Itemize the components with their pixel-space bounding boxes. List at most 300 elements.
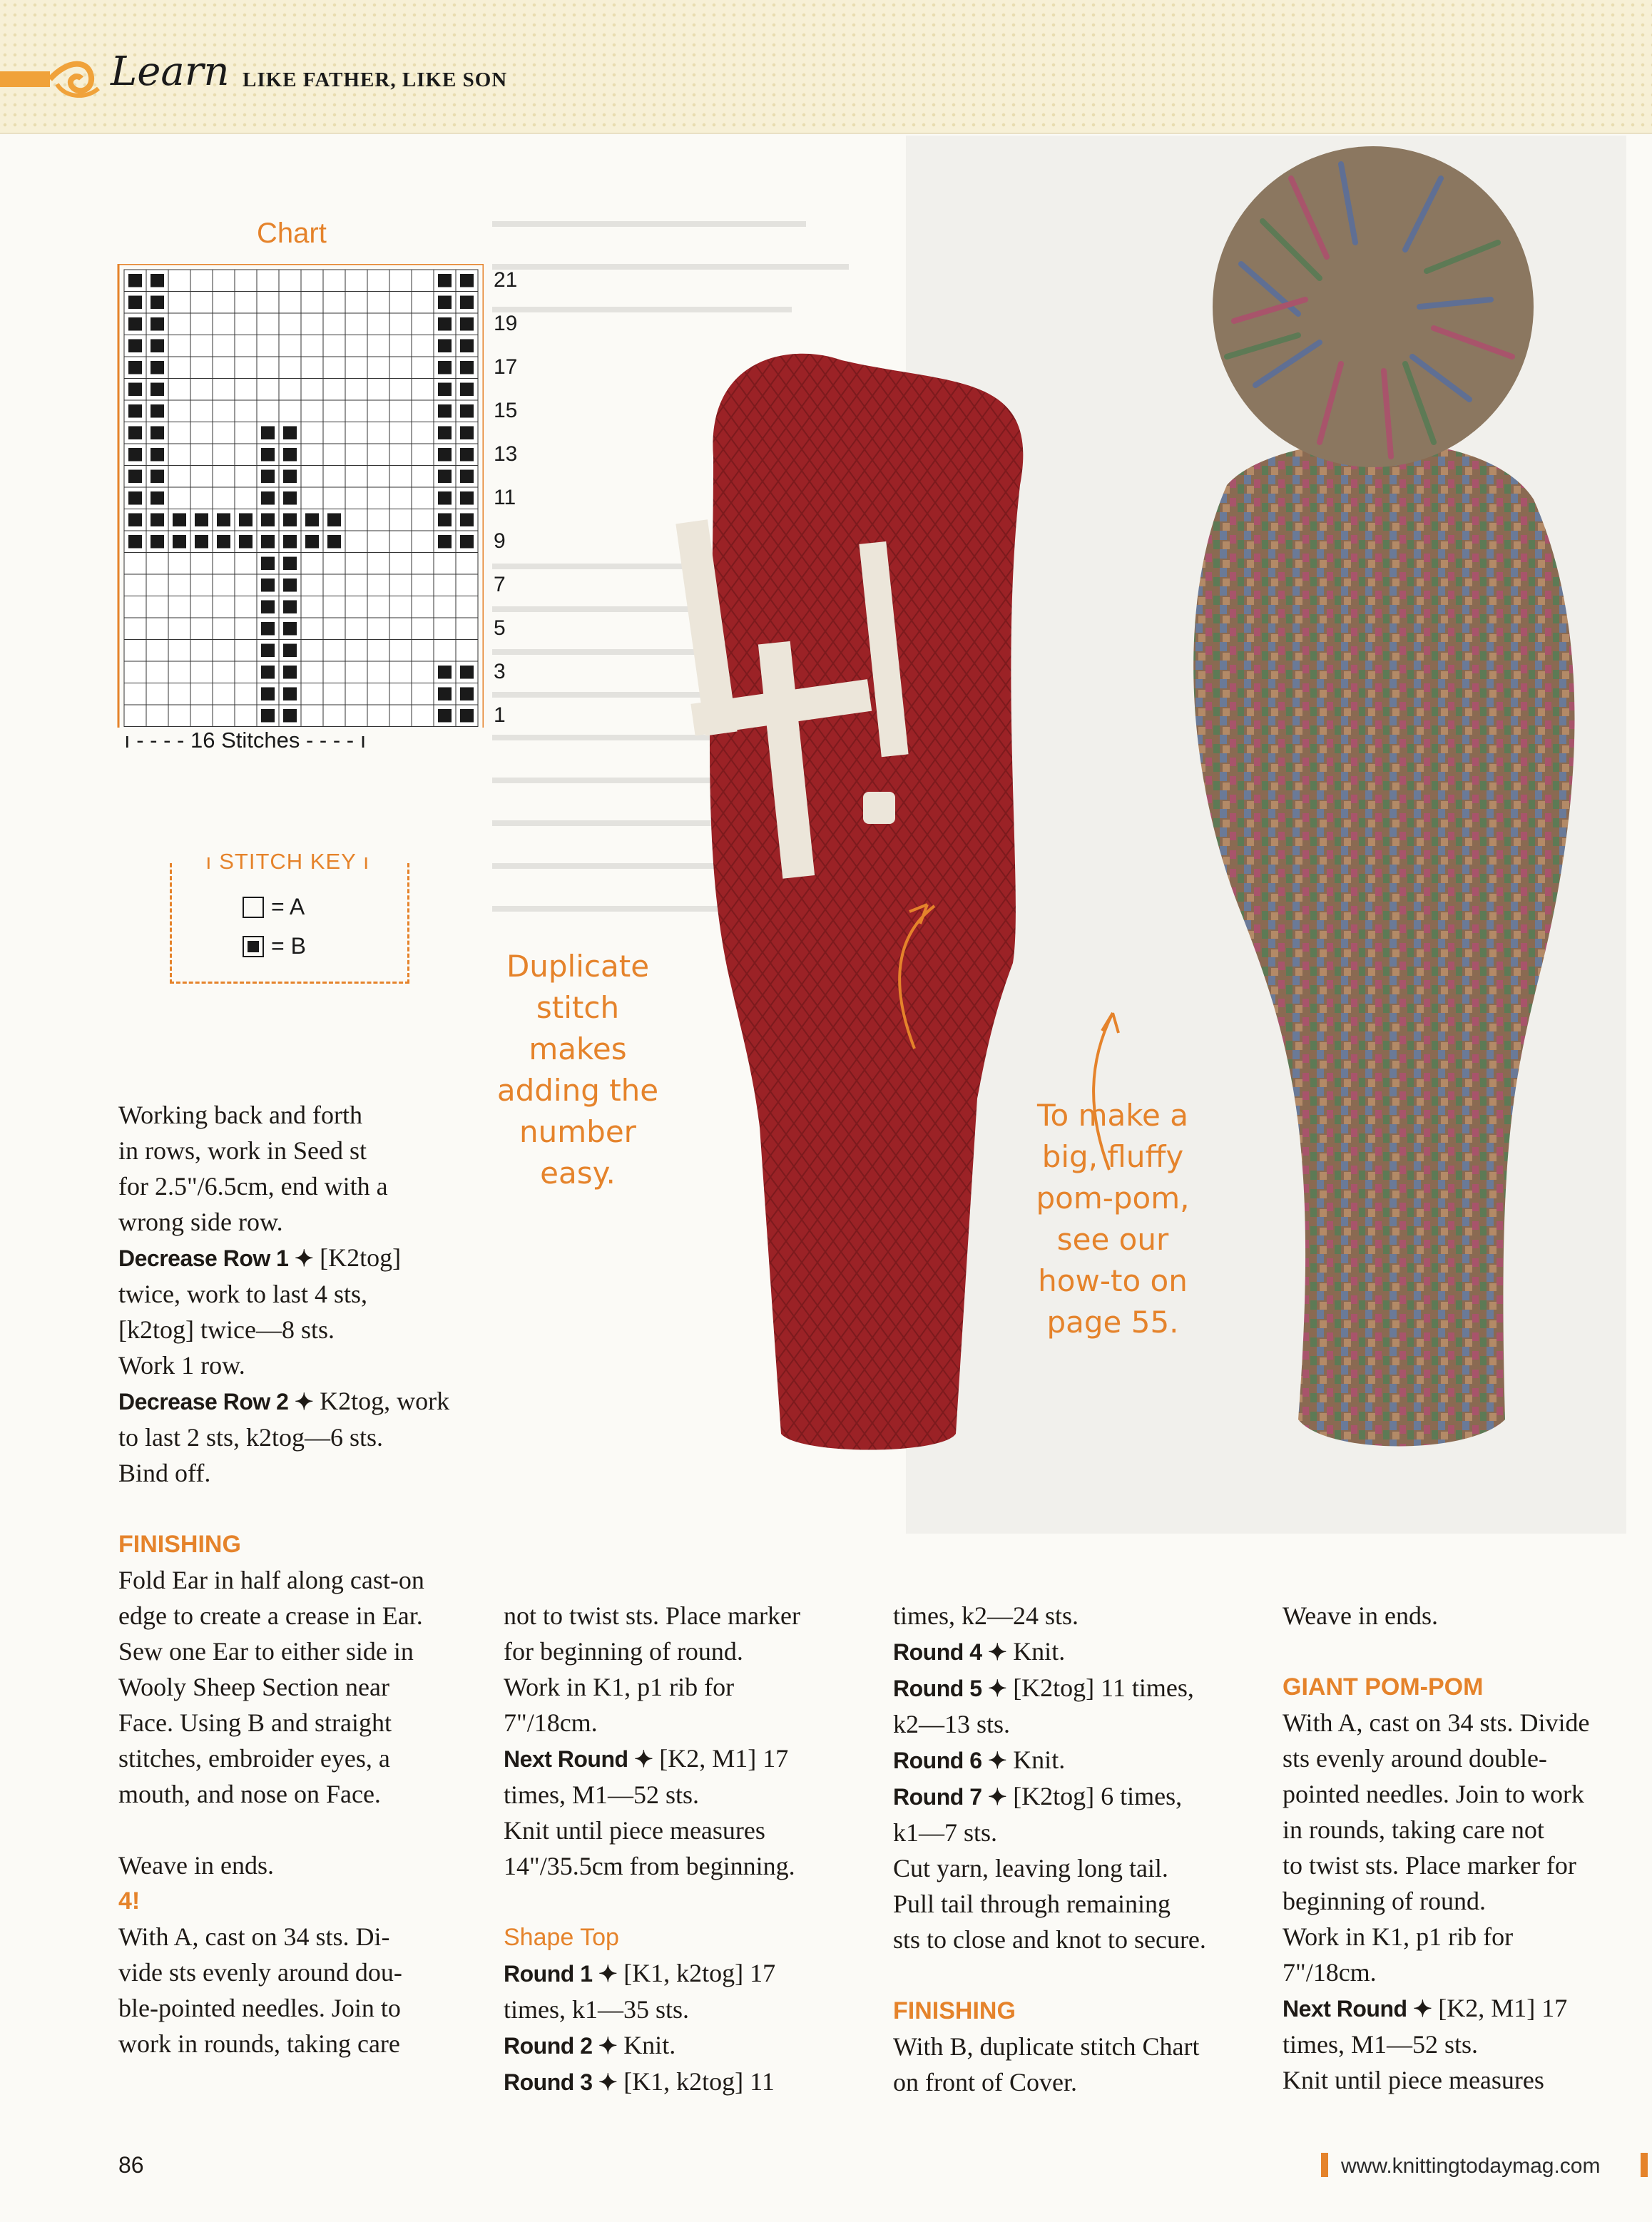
callout-duplicate-stitch: Duplicate stitch makes adding the number easy. xyxy=(496,949,659,1191)
chart-cell-a xyxy=(301,705,323,727)
chart-cell-a xyxy=(213,487,235,509)
chart-cell-a xyxy=(124,683,146,705)
chart-cell-b-mark xyxy=(261,579,275,592)
chart-cell-a xyxy=(168,313,190,335)
chart-cell-b-mark xyxy=(305,514,319,527)
chart-cell-a xyxy=(301,335,323,357)
chart-cell-a xyxy=(434,553,456,575)
chart-cell-a xyxy=(279,400,301,422)
chart-cell-a xyxy=(412,661,434,683)
chart-cell-a xyxy=(124,705,146,727)
knitting-chart-grid xyxy=(113,264,484,728)
chart-cell-a xyxy=(124,553,146,575)
chart-row-label: 3 xyxy=(494,660,506,683)
chart-cell-a xyxy=(434,596,456,618)
chart-cell-a xyxy=(190,661,213,683)
chart-cell-a xyxy=(412,313,434,335)
chart-cell-a xyxy=(367,270,389,292)
chart-cell-a xyxy=(235,466,257,488)
chart-cell-a xyxy=(213,661,235,683)
chart-cell-b-mark xyxy=(438,448,452,462)
chart-cell-a xyxy=(389,487,412,509)
chart-cell-a xyxy=(146,574,168,596)
chart-cell-b-mark xyxy=(261,622,275,636)
chart-row-label: 17 xyxy=(494,355,518,379)
footer-url[interactable]: www.knittingtodaymag.com xyxy=(1341,2154,1601,2178)
chart-cell-b-mark xyxy=(438,666,452,679)
column-4: Weave in ends. GIANT POM-POM With A, cast on 34 sts. Divide sts evenly around double- pointed needles. Join to work in rounds, taking care not to twist sts. Place marker for beginning of round. Work in K1, p1 rib for 7"/18cm. Next Round ✦ [K2, M1] 17 times, M1—52 sts. Knit until piece measures xyxy=(1283,1598,1639,2098)
chart-cell-b-mark xyxy=(239,514,253,527)
chart-cell-b-mark xyxy=(217,535,230,549)
chart-cell-a xyxy=(367,487,389,509)
chart-cell-a xyxy=(367,531,389,553)
chart-cell-b-mark xyxy=(283,688,297,701)
chart-cell-a xyxy=(345,466,367,488)
chart-cell-a xyxy=(301,400,323,422)
chart-cell-a xyxy=(367,661,389,683)
chart-cell-a xyxy=(323,553,345,575)
column-3: times, k2—24 sts. Round 4 ✦ Knit. Round 5 ✦ [K2tog] 11 times, k2—13 sts. Round 6 ✦ Knit. Round 7 ✦ [K2tog] 6 times, k1—7 sts. Cut yarn, leaving long tail. Pull tail through remaining sts to close and knot to secure. FINISHING With B, duplicate stitch Chart on front of Cover. xyxy=(893,1598,1278,2100)
chart-cell-a xyxy=(412,531,434,553)
chart-cell-a xyxy=(301,574,323,596)
chart-cell-b-mark xyxy=(151,340,164,353)
chart-cell-a xyxy=(190,357,213,379)
chart-cell-a xyxy=(168,553,190,575)
chart-row-label: 15 xyxy=(494,399,518,422)
chart-cell-b-mark xyxy=(151,491,164,505)
chart-cell-a xyxy=(389,661,412,683)
chart-cell-a xyxy=(257,400,279,422)
chart-cell-a xyxy=(301,422,323,444)
chart-cell-a xyxy=(367,466,389,488)
chart-cell-b-mark xyxy=(151,535,164,549)
chart-cell-a xyxy=(389,574,412,596)
chart-cell-b-mark xyxy=(128,296,142,310)
chart-cell-a xyxy=(345,509,367,531)
chart-cell-a xyxy=(367,357,389,379)
chart-cell-a xyxy=(279,313,301,335)
chart-cell-a xyxy=(257,292,279,314)
chart-cell-a xyxy=(168,335,190,357)
chart-cell-b-mark xyxy=(128,404,142,418)
chart-cell-b-mark xyxy=(283,491,297,505)
chart-cell-a xyxy=(412,400,434,422)
callout-pom-pom: To make a big, fluffy pom-pom, see our how-to on page 55. xyxy=(1036,1098,1190,1340)
chart-cell-b-mark xyxy=(128,317,142,331)
chart-cell-a xyxy=(301,270,323,292)
chart-cell-a xyxy=(168,705,190,727)
chart-cell-b-mark xyxy=(151,514,164,527)
chart-cell-a xyxy=(389,618,412,640)
chart-cell-a xyxy=(389,422,412,444)
chart-cell-b-mark xyxy=(195,514,208,527)
finishing-heading: FINISHING xyxy=(118,1531,241,1558)
stitch-key-title: ı STITCH KEY ı xyxy=(198,849,377,875)
chart-cell-a xyxy=(235,313,257,335)
section-title: LIKE FATHER, LIKE SON xyxy=(243,68,508,91)
chart-cell-a xyxy=(257,335,279,357)
chart-cell-a xyxy=(345,553,367,575)
chart-cell-b-mark xyxy=(438,688,452,701)
chart-cell-a xyxy=(213,466,235,488)
chart-cell-b-mark xyxy=(283,427,297,440)
chart-cell-b-mark xyxy=(283,448,297,462)
chart-cell-a xyxy=(168,400,190,422)
chart-cell-a xyxy=(301,379,323,401)
chart-cell-a xyxy=(389,313,412,335)
chart-cell-a xyxy=(301,596,323,618)
chart-cell-a xyxy=(168,270,190,292)
stitch-count-ruler xyxy=(124,728,481,753)
chart-cell-a xyxy=(279,335,301,357)
chart-cell-a xyxy=(345,640,367,662)
chart-cell-a xyxy=(168,683,190,705)
chart-cell-b-mark xyxy=(239,535,253,549)
chart-cell-b-mark xyxy=(128,340,142,353)
chart-cell-a xyxy=(412,574,434,596)
chart-cell-a xyxy=(389,553,412,575)
chart-cell-b-mark xyxy=(327,535,341,549)
chart-cell-a xyxy=(190,335,213,357)
chart-cell-b-mark xyxy=(438,470,452,484)
chart-cell-a xyxy=(323,487,345,509)
chart-cell-a xyxy=(124,596,146,618)
chart-cell-a xyxy=(389,292,412,314)
chart-cell-a xyxy=(367,292,389,314)
chart-cell-a xyxy=(235,335,257,357)
chart-cell-a xyxy=(412,705,434,727)
chart-cell-a xyxy=(213,574,235,596)
chart-cell-a xyxy=(345,683,367,705)
chart-cell-b-mark xyxy=(460,427,474,440)
chart-cell-a xyxy=(279,379,301,401)
chart-cell-b-mark xyxy=(438,383,452,397)
chart-cell-b-mark xyxy=(151,470,164,484)
chart-cell-b-mark xyxy=(460,470,474,484)
chart-cell-a xyxy=(389,270,412,292)
chart-cell-a xyxy=(323,640,345,662)
chart-cell-a xyxy=(301,553,323,575)
chart-cell-a xyxy=(168,466,190,488)
chart-cell-a xyxy=(279,292,301,314)
chart-cell-b-mark xyxy=(261,535,275,549)
chart-cell-a xyxy=(323,400,345,422)
chart-cell-a xyxy=(367,705,389,727)
chart-cell-a xyxy=(323,292,345,314)
chart-cell-a xyxy=(412,422,434,444)
chart-cell-b-mark xyxy=(151,427,164,440)
chart-cell-b-mark xyxy=(151,274,164,287)
chart-cell-b-mark xyxy=(151,296,164,310)
chart-cell-b-mark xyxy=(460,317,474,331)
chart-cell-a xyxy=(323,357,345,379)
chart-cell-a xyxy=(257,357,279,379)
chart-cell-a xyxy=(213,553,235,575)
chart-cell-b-mark xyxy=(438,514,452,527)
chart-cell-a xyxy=(345,661,367,683)
chart-cell-a xyxy=(367,683,389,705)
chart-cell-b-mark xyxy=(128,491,142,505)
chart-cell-b-mark xyxy=(151,383,164,397)
chart-cell-b-mark xyxy=(460,274,474,287)
shape-top-heading: Shape Top xyxy=(504,1924,619,1951)
chart-cell-a xyxy=(235,596,257,618)
chart-cell-a xyxy=(235,683,257,705)
chart-cell-a xyxy=(190,422,213,444)
chart-cell-a xyxy=(389,400,412,422)
chart-cell-b-mark xyxy=(460,666,474,679)
chart-cell-a xyxy=(412,640,434,662)
learn-word: Learn xyxy=(111,49,230,95)
chart-cell-b-mark xyxy=(261,514,275,527)
chart-cell-b-mark xyxy=(128,535,142,549)
chart-cell-a xyxy=(345,574,367,596)
chart-cell-a xyxy=(412,487,434,509)
chart-cell-a xyxy=(367,379,389,401)
stitch-count-label: 16 Stitches xyxy=(190,728,300,753)
chart-cell-b-mark xyxy=(261,470,275,484)
chart-cell-a xyxy=(434,640,456,662)
chart-cell-b-mark xyxy=(283,579,297,592)
chart-cell-a xyxy=(168,574,190,596)
ruler-left: ı - - - - xyxy=(124,728,190,753)
chart-cell-a xyxy=(190,270,213,292)
chart-cell-a xyxy=(146,661,168,683)
chart-cell-b-mark xyxy=(128,448,142,462)
chart-cell-a xyxy=(146,705,168,727)
chart-cell-a xyxy=(389,444,412,466)
chart-cell-a xyxy=(190,313,213,335)
chart-cell-a xyxy=(323,422,345,444)
chart-cell-a xyxy=(389,683,412,705)
chart-cell-a xyxy=(190,487,213,509)
chart-cell-b-mark xyxy=(460,383,474,397)
chart-cell-a xyxy=(456,596,478,618)
chart-cell-a xyxy=(168,487,190,509)
page-number: 86 xyxy=(118,2152,144,2178)
chart-cell-a xyxy=(301,661,323,683)
chart-cell-b-mark xyxy=(327,514,341,527)
chart-cell-a xyxy=(190,618,213,640)
chart-cell-a xyxy=(301,618,323,640)
chart-cell-a xyxy=(235,640,257,662)
chart-cell-b-mark xyxy=(261,427,275,440)
chart-cell-b-mark xyxy=(460,296,474,310)
chart-cell-a xyxy=(124,640,146,662)
chart-cell-a xyxy=(168,661,190,683)
chart-cell-a xyxy=(323,683,345,705)
chart-cell-a xyxy=(412,357,434,379)
chart-cell-b-mark xyxy=(460,491,474,505)
filled-square-icon xyxy=(243,936,264,957)
chart-cell-a xyxy=(257,270,279,292)
chart-cell-a xyxy=(345,531,367,553)
chart-cell-a xyxy=(213,618,235,640)
chart-cell-a xyxy=(323,335,345,357)
chart-cell-a xyxy=(257,313,279,335)
chart-cell-b-mark xyxy=(438,404,452,418)
chart-cell-b-mark xyxy=(460,709,474,723)
chart-cell-b-mark xyxy=(438,709,452,723)
finishing-heading-2: FINISHING xyxy=(893,1997,1016,2024)
chart-cell-a xyxy=(367,509,389,531)
chart-cell-b-mark xyxy=(151,317,164,331)
chart-cell-a xyxy=(345,618,367,640)
chart-cell-a xyxy=(367,444,389,466)
chart-cell-a xyxy=(389,335,412,357)
chart-cell-a xyxy=(235,705,257,727)
chart-cell-b-mark xyxy=(438,274,452,287)
chart-cell-a xyxy=(301,292,323,314)
chart-cell-b-mark xyxy=(460,340,474,353)
chart-row-label: 13 xyxy=(494,442,518,466)
chart-cell-b-mark xyxy=(128,361,142,374)
chart-cell-a xyxy=(389,466,412,488)
chart-row-label: 21 xyxy=(494,268,518,292)
chart-cell-a xyxy=(323,705,345,727)
chart-cell-a xyxy=(235,357,257,379)
chart-cell-a xyxy=(235,292,257,314)
chart-cell-b-mark xyxy=(438,340,452,353)
chart-cell-a xyxy=(168,596,190,618)
chart-cell-a xyxy=(434,618,456,640)
chart-cell-b-mark xyxy=(173,535,186,549)
chart-cell-a xyxy=(190,553,213,575)
chart-cell-a xyxy=(190,640,213,662)
decorative-swirl-icon xyxy=(0,56,114,106)
chart-cell-a xyxy=(301,683,323,705)
chart-cell-a xyxy=(213,422,235,444)
chart-cell-b-mark xyxy=(460,448,474,462)
chart-cell-b-mark xyxy=(438,296,452,310)
chart-cell-a xyxy=(213,292,235,314)
chart-cell-a xyxy=(146,683,168,705)
chart-cell-b-mark xyxy=(438,427,452,440)
chart-cell-a xyxy=(345,357,367,379)
chart-cell-a xyxy=(213,335,235,357)
chart-cell-a xyxy=(345,487,367,509)
chart-cell-b-mark xyxy=(261,709,275,723)
chart-cell-a xyxy=(367,400,389,422)
chart-cell-b-mark xyxy=(128,470,142,484)
chart-cell-a xyxy=(301,313,323,335)
chart-cell-b-mark xyxy=(261,601,275,614)
chart-cell-a xyxy=(367,640,389,662)
chart-cell-b-mark xyxy=(261,644,275,658)
chart-cell-a xyxy=(146,640,168,662)
chart-cell-a xyxy=(190,444,213,466)
chart-cell-a xyxy=(190,400,213,422)
giant-pom-pom-heading: GIANT POM-POM xyxy=(1283,1673,1484,1701)
chart-cell-b-mark xyxy=(438,535,452,549)
chart-cell-a xyxy=(301,357,323,379)
chart-cell-a xyxy=(235,422,257,444)
chart-cell-a xyxy=(323,466,345,488)
chart-cell-b-mark xyxy=(151,448,164,462)
chart-cell-a xyxy=(301,487,323,509)
column-1: Working back and forth in rows, work in Seed st for 2.5"/6.5cm, end with a wrong side row. Decrease Row 1 ✦ [K2tog] twice, work to last 4 sts, [k2tog] twice—8 sts. Work 1 row. Decrease Row 2 ✦ K2tog, work to last 2 sts, k2tog—6 sts. Bind off. FINISHING Fold Ear in half along cast-on edge to create a crease in Ear. Sew one Ear to either side in Wooly Sheep Section near Face. Using B and straight stitches, embroider eyes, a mouth, and nose on Face. Weave in ends. 4! With A, cast on 34 sts. Di- vide sts evenly around dou- ble-pointed needles. Join to work in rounds, taking care xyxy=(118,1097,489,2062)
chart-cell-a xyxy=(235,574,257,596)
chart-cell-a xyxy=(235,444,257,466)
chart-cell-a xyxy=(345,270,367,292)
chart-cell-a xyxy=(456,574,478,596)
chart-cell-a xyxy=(367,618,389,640)
chart-cell-b-mark xyxy=(128,514,142,527)
chart-cell-a xyxy=(168,292,190,314)
chart-row-label: 1 xyxy=(494,703,506,727)
chart-cell-a xyxy=(412,444,434,466)
chart-row-label: 7 xyxy=(494,573,506,596)
chart-cell-a xyxy=(235,400,257,422)
chart-cell-a xyxy=(235,487,257,509)
chart-cell-a xyxy=(124,618,146,640)
chart-cell-a xyxy=(412,379,434,401)
chart-cell-a xyxy=(389,531,412,553)
chart-cell-b-mark xyxy=(151,404,164,418)
ruler-right: - - - - ı xyxy=(300,728,367,753)
chart-cell-a xyxy=(345,313,367,335)
chart-cell-b-mark xyxy=(261,688,275,701)
chart-cell-b-mark xyxy=(261,666,275,679)
chart-cell-b-mark xyxy=(460,688,474,701)
chart-cell-a xyxy=(345,400,367,422)
chart-row-label: 5 xyxy=(494,616,506,640)
chart-cell-b-mark xyxy=(283,514,297,527)
pom-pom-club-cover xyxy=(1193,146,1574,1447)
chart-cell-a xyxy=(456,640,478,662)
four-heading: 4! xyxy=(118,1887,141,1915)
chart-cell-a xyxy=(345,292,367,314)
chart-cell-a xyxy=(412,618,434,640)
chart-cell-a xyxy=(213,270,235,292)
chart-cell-a xyxy=(412,596,434,618)
chart-cell-a xyxy=(213,357,235,379)
chart-cell-a xyxy=(146,596,168,618)
chart-cell-a xyxy=(323,313,345,335)
chart-cell-a xyxy=(389,640,412,662)
chart-cell-b-mark xyxy=(283,470,297,484)
footer-mark-left-icon xyxy=(1321,2153,1328,2177)
chart-cell-b-mark xyxy=(173,514,186,527)
chart-cell-a xyxy=(213,400,235,422)
chart-cell-a xyxy=(323,618,345,640)
chart-row-label: 19 xyxy=(494,312,518,335)
chart-cell-a xyxy=(345,705,367,727)
chart-cell-a xyxy=(168,357,190,379)
chart-cell-a xyxy=(213,313,235,335)
chart-row-label: 11 xyxy=(494,486,516,509)
chart-cell-a xyxy=(124,661,146,683)
chart-cell-a xyxy=(412,292,434,314)
chart-cell-a xyxy=(323,270,345,292)
chart-cell-b-mark xyxy=(217,514,230,527)
chart-cell-a xyxy=(389,705,412,727)
chart-cell-a xyxy=(323,379,345,401)
chart-cell-b-mark xyxy=(128,427,142,440)
footer-mark-right-icon xyxy=(1641,2153,1648,2177)
chart-cell-a xyxy=(456,618,478,640)
chart-cell-b-mark xyxy=(460,361,474,374)
chart-cell-b-mark xyxy=(283,535,297,549)
chart-cell-a xyxy=(279,270,301,292)
chart-cell-b-mark xyxy=(195,535,208,549)
chart-cell-a xyxy=(389,357,412,379)
chart-cell-a xyxy=(367,574,389,596)
chart-cell-a xyxy=(235,270,257,292)
chart-cell-a xyxy=(367,313,389,335)
chart-cell-b-mark xyxy=(283,557,297,571)
chart-cell-b-mark xyxy=(283,622,297,636)
